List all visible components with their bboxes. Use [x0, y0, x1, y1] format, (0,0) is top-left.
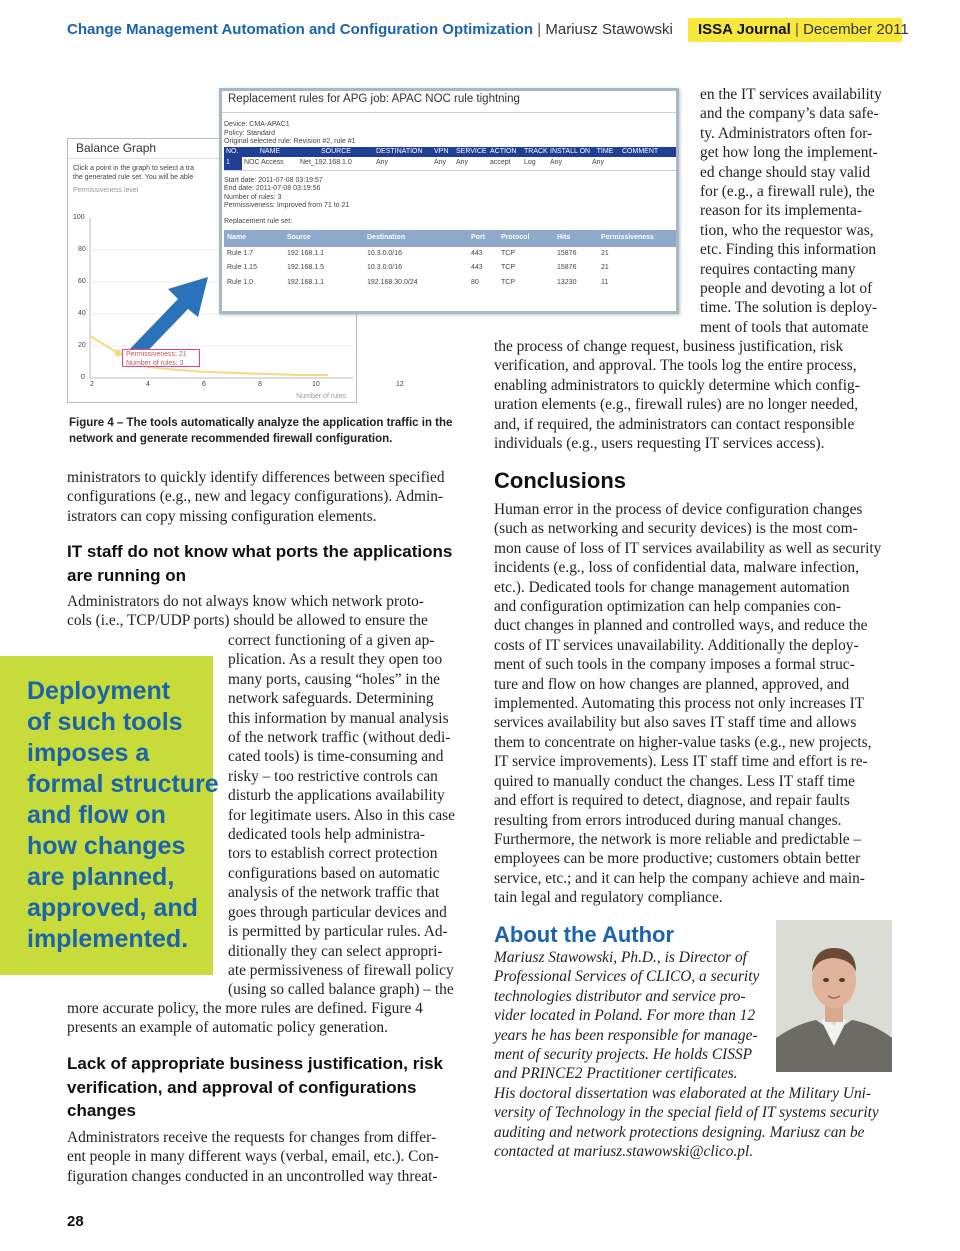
replacement-set-label: Replacement rule set:: [224, 217, 293, 225]
balance-graph-window: Balance Graph Click a point in the graph to select a tra the generated rule set. You will be able Permissiveness level 100 80 60 40 20 0 Permissiveness: 21 Number of rules: 3 2 4 6 8 10 12 Number of rules: [67, 138, 357, 403]
conclusions-paragraph: Human error in the process of device configuration changes (such as networking and security devices) is the most com- mon cause of loss of IT services availability as well as security incidents (e.g., loss of confidential data, malware infection, etc.). Dedicated tools for change management automation and configuration optimization can help companies con- duct changes in planned and controlled ways, and reduce the costs of IT services unavailability. Additionally the deploy- ment of such tools in the company imposes a formal struc- ture and flow on how changes are planned, approved, and implemented. Automating this process not only increases IT services availability but also saves IT staff time and allows them to concentrate on higher-value tasks (e.g., new projects, IT service improvements). Less IT staff time and effort is re- quired to manually conduct the changes. Less IT staff time and effort is required to detect, diagnose, and repair faults resulting from errors introduced during manual changes. Furthermore, the network is more reliable and predictable – employees can be more productive; customers obtain better service, etc.; and it can help the company achieve and main- tain legal and regulatory compliance.: [494, 501, 882, 907]
x-axis-label: Number of rules: [296, 393, 346, 400]
article-title: Change Management Automation and Configuration Optimization: [67, 21, 534, 38]
replacement-rules-window: [219, 88, 679, 314]
original-rule-table: [224, 147, 676, 171]
right-top-full: the process of change request, business justification, risk verification, and approval. The tools log the entire process, enabling administrators to quickly determine which config- uration elements (e.g., firewall rules) are no longer needed, and, if required, the administrators can contact responsible individuals (e.g., users requesting IT services access).: [494, 338, 860, 453]
heading-ports: IT staff do not know what ports the applications are running on: [67, 542, 453, 585]
header-author: Mariusz Stawowski: [545, 21, 673, 38]
replacement-rules-table: [224, 230, 676, 290]
y-tick: 80: [78, 246, 86, 253]
ports-paragraph-full: Administrators do not always know which network proto- cols (i.e., TCP/UDP ports) should be allowed to ensure the: [67, 593, 428, 630]
table-row: 1 NOC Access Net_192.168.1.0 Any Any Any accept Log Any Any: [224, 157, 676, 170]
table-row: Rule 1.15 192.168.1.5 10.3.0.0/16 443 TCP 15876 21: [227, 264, 609, 271]
issue-date: December 2011: [803, 21, 909, 38]
ports-paragraph-tail: more accurate policy, the more rules are defined. Figure 4 presents an example of automatic policy generation.: [67, 1000, 423, 1037]
about-author-heading: About the Author: [494, 922, 675, 947]
journal-banner: ISSA Journal | December 2011: [688, 18, 902, 42]
conclusions-heading: Conclusions: [494, 468, 627, 493]
running-header: Change Management Automation and Configuration Optimization | Mariusz Stawowski: [67, 21, 673, 38]
replacement-meta: Device: CMA-APAC1 Policy: Standard Original selected rule: Revision #2, rule #1: [224, 121, 356, 145]
y-axis-label: Permissiveness level: [73, 187, 139, 194]
author-photo: [776, 920, 892, 1072]
y-tick: 40: [78, 310, 86, 317]
y-tick: 60: [78, 278, 86, 285]
y-tick: 100: [73, 214, 85, 221]
y-tick: 0: [81, 374, 85, 381]
balance-instructions: Click a point in the graph to select a tra the generated rule set. You will be able: [73, 165, 195, 181]
figure-caption: Figure 4 – The tools automatically analyze the application traffic in the network and generate recommended firewall configuration.: [69, 417, 453, 445]
replacement-details: Start date: 2011-07-08 03:19:57 End date: 2011-07-08 03:19:56 Number of rules: 3 Permissiveness: Improved from 71 to 21: [224, 176, 350, 209]
pullquote: Deployment of such tools imposes a formal structure and flow on how changes are planned, approved, and implemented.: [27, 677, 219, 953]
y-tick: 20: [78, 342, 86, 349]
page-number: 28: [67, 1213, 84, 1230]
justification-paragraph: Administrators receive the requests for changes from differ- ent people in many different ways (verbal, email, etc.). Con- figuration changes conducted in an uncontrolled way threat-: [67, 1129, 439, 1185]
replacement-title: Replacement rules for APG job: APAC NOC rule tightning: [222, 91, 676, 113]
ports-paragraph-narrow: correct functioning of a given ap- plication. As a result they open too many ports, causing “holes” in the network safeguards. Determining this information by manual analysis of the network traffic (without dedi- cated tools) is time-consuming and risky – too restrictive controls can disturb the applications availability for legitimate users. Also in this case dedicated tools help administra- tors to establish correct protection configurations based on automatic analysis of the network traffic that goes through particular devices and is permitted by particular rules. Ad- ditionally they can select appropri- ate permissiveness of firewall policy (using so called balance graph) – the: [228, 632, 455, 999]
graph-tooltip: Permissiveness: 21 Number of rules: 3: [122, 349, 200, 367]
balance-graph-title: Balance Graph: [68, 139, 356, 159]
table-row: Rule 1.0 192.168.1.1 192.168.30.0/24 80 TCP 13230 11: [227, 278, 609, 286]
journal-name: ISSA Journal: [698, 21, 791, 38]
table-row: Rule 1.7 192.168.1.1 10.3.0.0/16 443 TCP 15876 21: [227, 249, 609, 257]
table-row: NO. NAME SOURCE DESTINATION VPN SERVICE ACTION TRACK INSTALL ON TIME COMMENT: [224, 147, 676, 158]
table-row: Name Source Destination Port Protocol Hits Permissiveness: [224, 230, 676, 247]
author-bio-full: His doctoral dissertation was elaborated at the Military Uni- versity of Technology in the special field of IT systems security auditing and network protections designing. Mariusz can be contacted at mariusz.stawowski@clico.pl.: [494, 1085, 879, 1161]
left-intro: ministrators to quickly identify differences between specified configurations (e.g., new and legacy configurations). Admin- istrators can copy missing configuration elements.: [67, 469, 445, 525]
right-top-narrow: en the IT services availability and the company’s data safe- ty. Administrators often for- get how long the implement- ed change should stay valid for (e.g., a firewall rule), the reason for its implementa- tion, who the requestor was, etc. Finding this information requires contacting many people and devoting a lot of time. The solution is deploy- ment of tools that automate: [700, 86, 882, 336]
heading-justification: Lack of appropriate business justification, risk verification, and approval of configurations changes: [67, 1054, 443, 1120]
author-bio-narrow: Mariusz Stawowski, Ph.D., is Director of Professional Services of CLICO, a security technologies distributor and service pro- vider located in Poland. For more than 12 years he has been responsible for manage- ment of security projects. He holds CISSP and PRINCE2 Practitioner certificates.: [494, 949, 760, 1083]
